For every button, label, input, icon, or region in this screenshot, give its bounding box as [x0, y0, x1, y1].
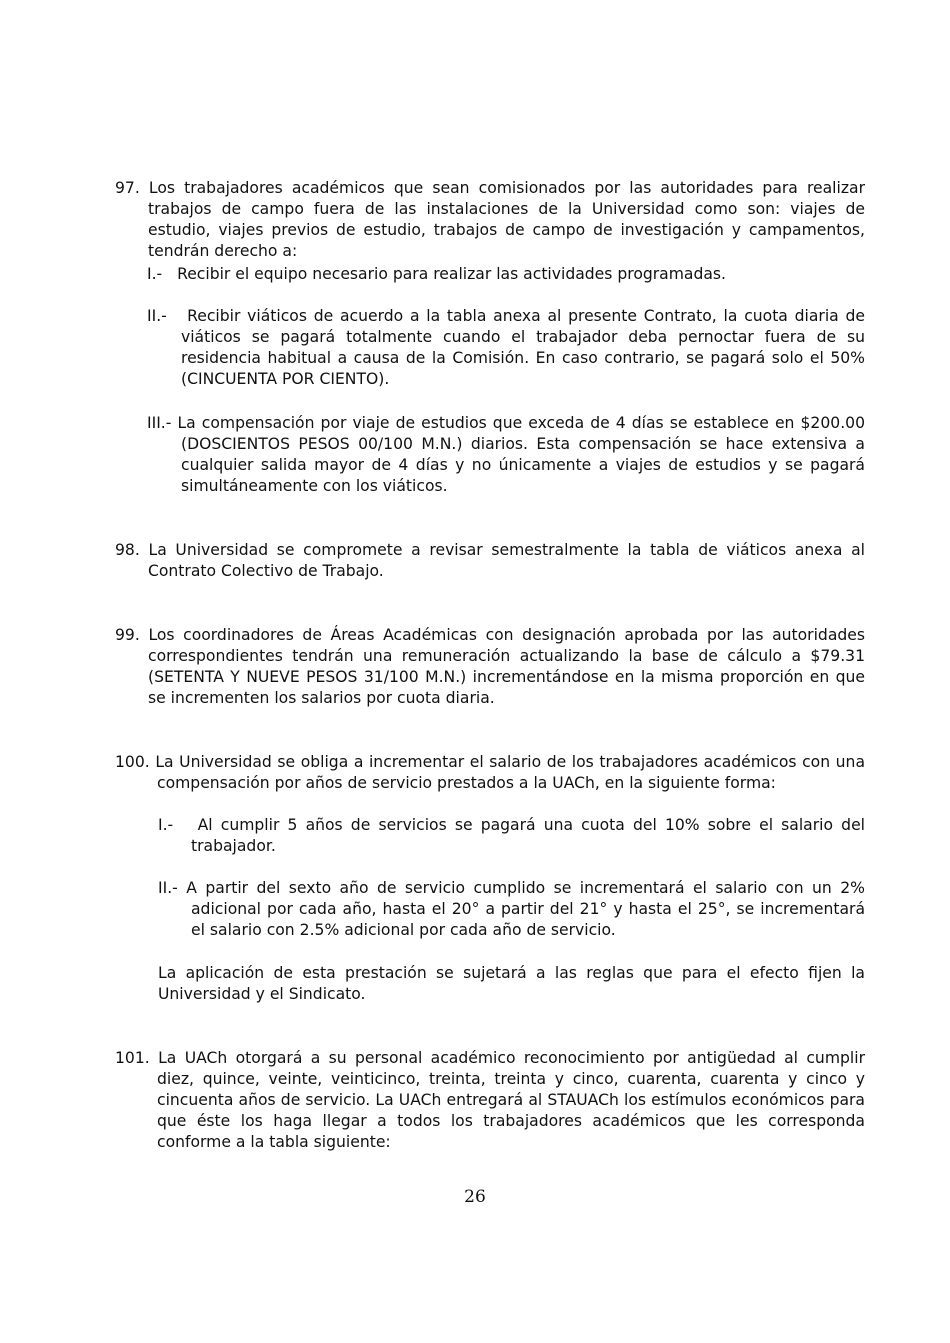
item-text: Recibir viáticos de acuerdo a la tabla anexa al presente Contrato, la cuota diaria de viáticos se pagará totalmente cuando el trabajador deba pernoctar fuera de su residencia habitual a causa de la Comisión. En caso contrario, se pagará solo el 50% (CINCUENTA POR CIENTO).: [181, 307, 865, 388]
clause-text: La Universidad se obliga a incrementar el salario de los trabajadores académicos con una compensación por años de servicio prestados a la UACh, en la siguiente forma:: [155, 753, 865, 792]
clause-text: La Universidad se compromete a revisar semestralmente la tabla de viáticos anexa al Contrato Colectivo de Trabajo.: [148, 541, 865, 580]
clause-text: Los trabajadores académicos que sean comisionados por las autoridades para realizar trabajos de campo fuera de las instalaciones de la Universidad como son: viajes de estudio, viajes previos de estudio, trabajos de campo de investigación y campamentos, tendrán derecho a:: [148, 179, 865, 260]
clause-100-item-2: [158, 878, 865, 941]
clause-number: 100.: [115, 753, 150, 771]
clause-number: 101.: [115, 1049, 150, 1067]
clause-100-closing: [158, 963, 865, 1005]
clause-98: [115, 540, 865, 582]
closing-text: La aplicación de esta prestación se sujetará a las reglas que para el efecto fijen la Universidad y el Sindicato.: [158, 964, 865, 1003]
clause-101: [115, 1048, 865, 1153]
clause-97-item-2: [147, 306, 865, 390]
item-label: II.-: [158, 879, 178, 897]
item-text: La compensación por viaje de estudios que exceda de 4 días se establece en $200.00 (DOSCIENTOS PESOS 00/100 M.N.) diarios. Esta compensación se hace extensiva a cualquier salida mayor de 4 días y no únicamente a viajes de estudios y se pagará simultáneamente con los viáticos.: [177, 414, 865, 495]
page-number: 26: [464, 1187, 486, 1207]
clause-97-item-3: [147, 413, 865, 497]
clause-text: Los coordinadores de Áreas Académicas con designación aprobada por las autoridades correspondientes tendrán una remuneración actualizando la base de cálculo a $79.31 (SETENTA Y NUEVE PESOS 31/100 M.N.) incrementándose en la misma proporción en que se incrementen los salarios por cuota diaria.: [148, 626, 865, 707]
item-text: Recibir el equipo necesario para realizar las actividades programadas.: [177, 265, 727, 283]
clause-99: [115, 625, 865, 709]
clause-97-item-1: [147, 264, 865, 285]
clause-number: 98.: [115, 541, 140, 559]
clause-97: [115, 178, 865, 262]
clause-97-paragraph: [115, 178, 865, 262]
item-text: A partir del sexto año de servicio cumplido se incrementará el salario con un 2% adicional por cada año, hasta el 20° a partir del 21° y hasta el 25°, se incrementará el salario con 2.5% adicional por cada año de servicio.: [186, 879, 865, 939]
item-label: I.-: [158, 816, 174, 834]
item-label: I.-: [147, 265, 163, 283]
clause-number: 99.: [115, 626, 140, 644]
item-label: III.-: [147, 414, 172, 432]
clause-98-paragraph: [115, 540, 865, 582]
clause-100: [115, 752, 865, 794]
clause-number: 97.: [115, 179, 140, 197]
clause-99-paragraph: [115, 625, 865, 709]
clause-101-paragraph: [115, 1048, 865, 1153]
item-label: II.-: [147, 307, 167, 325]
clause-text: La UACh otorgará a su personal académico reconocimiento por antigüedad al cumplir diez, quince, veinte, veinticinco, treinta, treinta y cinco, cuarenta, cuarenta y cinco y cincuenta años de servicio. La UACh entregará al STAUACh los estímulos económicos para que éste los haga llegar a todos los trabajadores académicos que les corresponda conforme a la tabla siguiente:: [157, 1049, 865, 1151]
item-text: Al cumplir 5 años de servicios se pagará una cuota del 10% sobre el salario del trabajador.: [191, 816, 865, 855]
clause-100-paragraph: [115, 752, 865, 794]
clause-100-item-1: [158, 815, 865, 857]
